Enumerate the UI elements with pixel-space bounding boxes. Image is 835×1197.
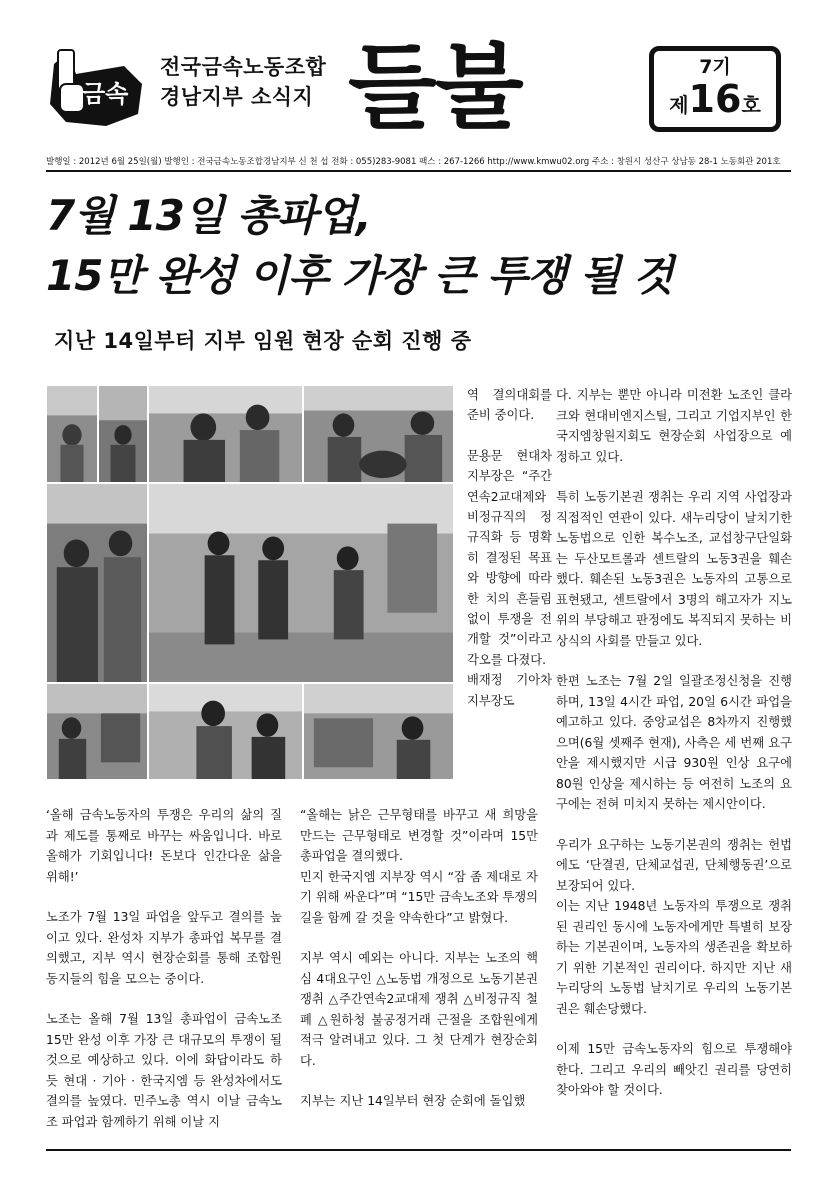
footer-divider: [46, 1149, 791, 1151]
paragraph: 문용문 현대차 지부장은 “주간연속2교대제와 비정규직의 정규직화 등 명확히 결정된 목표와 방향에 따라 한 치의 흔들림 없이 투쟁을 전개할 것”이라고 각오를 다졌다.: [467, 448, 552, 667]
issue-number-box: [649, 46, 781, 132]
union-name-line2: 경남지부 소식지: [160, 85, 314, 109]
photo-collage: [46, 385, 454, 780]
paragraph: 지부 역시 예외는 아니다. 지부는 노조의 핵심 4대요구인 △노동법 개정으로 노동기본권 쟁취 △주간연속2교대제 쟁취 △비정규직 철폐 △원하청 불공정거래 근절을 조합원에게 적극 알려내고 있다. 그 첫 단계가 현장순회다.: [300, 951, 538, 1068]
photo: [46, 385, 98, 483]
logo-text: 금속: [82, 80, 129, 108]
union-name: [160, 52, 326, 112]
photo: [46, 683, 148, 780]
issue-prefix: 제: [669, 93, 689, 117]
paragraph: 특히 노동기본권 쟁취는 우리 지역 사업장과 직접적인 연관이 있다. 새누리당이 날치기한 노동법으로 인한 복수노조, 교섭창구단일화는 두산모트롤과 센트랄의 노동3권을 훼손했다. 훼손된 노동3권은 노동자의 고통으로 표현됐고, 센트랄에서 3명의 해고자가 지노위의 부당해고 판정에도 복직되지 못하는 비상식의 사회를 만들고 있다.: [556, 490, 792, 648]
paragraph: ‘올해 금속노동자의 투쟁은 우리의 삶의 질과 제도를 통째로 바꾸는 싸움입니다. 바로 올해가 기회입니다! 돈보다 인간다운 삶을 위해!’: [46, 808, 282, 884]
article-column-2: [300, 805, 538, 1132]
paragraph: 이는 지난 1948년 노동자의 투쟁으로 쟁취된 권리인 동시에 노동자에게만 특별히 보장하는 기본권이며, 노동자의 생존권을 확보하기 위한 기본적인 권리이다. 하지만 지난 새누리당의 노동법 날치기로 우리의 노동기본권은 훼손당했다.: [556, 899, 792, 1016]
headline: [46, 186, 806, 306]
article-narrow-column: [467, 385, 552, 731]
photo: [46, 483, 148, 683]
photo: [148, 385, 303, 483]
paragraph: 이제 15만 금속노동자의 힘으로 투쟁해야 한다. 그리고 우리의 빼앗긴 권리를 당연히 찾아와야 할 것이다.: [556, 1042, 792, 1097]
paper-name: 들불: [348, 34, 522, 141]
photo: [303, 683, 454, 780]
photo: [98, 385, 148, 483]
union-logo: [46, 44, 146, 130]
headline-line2: 15만 완성 이후 가장 큰 투쟁 될 것: [46, 251, 673, 300]
issue-number-value: 16: [688, 77, 742, 121]
article-column-1: [46, 805, 282, 1152]
header-divider: [46, 170, 791, 172]
publication-info: 발행일 : 2012년 6월 25일(월) 발행인 : 전국금속노동조합경남지부 신 천 섭 전화 : 055)283-9081 팩스 : 267-1266 http://www.kmwu02.org 주소 : 창원시 성산구 상남동 28-1 노동회관 201호: [46, 157, 781, 167]
paragraph: 배재정 기아차 지부장도: [467, 673, 552, 708]
paragraph: 다. 지부는 뿐만 아니라 미전환 노조인 클라크와 현대비엔지스틸, 그리고 기업지부인 한국지엠창원지회도 현장순회 사업장으로 예정하고 있다.: [556, 388, 792, 464]
issue-volume: 7기: [699, 56, 731, 78]
issue-number: [654, 79, 776, 125]
subheadline: 지난 14일부터 지부 임원 현장 순회 진행 중: [54, 329, 472, 353]
photo: [148, 683, 303, 780]
paragraph: 노조는 올해 7월 13일 총파업이 금속노조 15만 완성 이후 가장 큰 대규모의 투쟁이 될 것으로 예상하고 있다. 이에 화답이라도 하 듯 현대 · 기아 · 한국지엠 등 완성차에서도 결의를 높였다. 민주노총 역시 이날 금속노조 파업과 함께하기 위해 이날 지: [46, 1012, 282, 1129]
paragraph: 한편 노조는 7월 2일 일괄조정신청을 진행하며, 13일 4시간 파업, 20일 6시간 파업을 예고하고 있다. 중앙교섭은 8차까지 진행했으며(6월 셋째주 현재), 사측은 세 번째 요구안을 제시했지만 시급 930원 인상 요구에 80원 인상을 제시하는 등 여전히 노조의 요구에는 전혀 미치지 못하는 제시안이다.: [556, 674, 792, 811]
photo: [303, 385, 454, 483]
paragraph: 지부는 지난 14일부터 현장 순회에 돌입했: [300, 1094, 526, 1108]
paragraph: 우리가 요구하는 노동기본권의 쟁취는 헌법에도 ‘단결권, 단체교섭권, 단체행동권’으로 보장되어 있다.: [556, 837, 792, 893]
headline-line1: 7월 13일 총파업,: [46, 191, 371, 240]
article-column-3: [556, 385, 792, 1121]
paragraph: 역 결의대회를 준비 중이다.: [467, 388, 552, 423]
issue-suffix: 호: [741, 93, 761, 117]
paragraph: 민지 한국지엠 지부장 역시 “잠 좀 제대로 자기 위해 싸운다”며 “15만 금속노조와 투쟁의 길을 함께 갈 것을 약속한다”고 밝혔다.: [300, 869, 538, 925]
paragraph: “올해는 낡은 근무형태를 바꾸고 새 희망을 만드는 근무형태로 변경할 것”이라며 15만 총파업을 결의했다.: [300, 808, 538, 863]
photo: [148, 483, 454, 683]
paragraph: 노조가 7월 13일 파업을 앞두고 결의를 높이고 있다. 완성차 지부가 총파업 복무를 결의했고, 지부 역시 현장순회를 통해 조합원 동지들의 힘을 모으는 중이다.: [46, 910, 282, 986]
union-name-line1: 전국금속노동조합: [160, 55, 327, 79]
